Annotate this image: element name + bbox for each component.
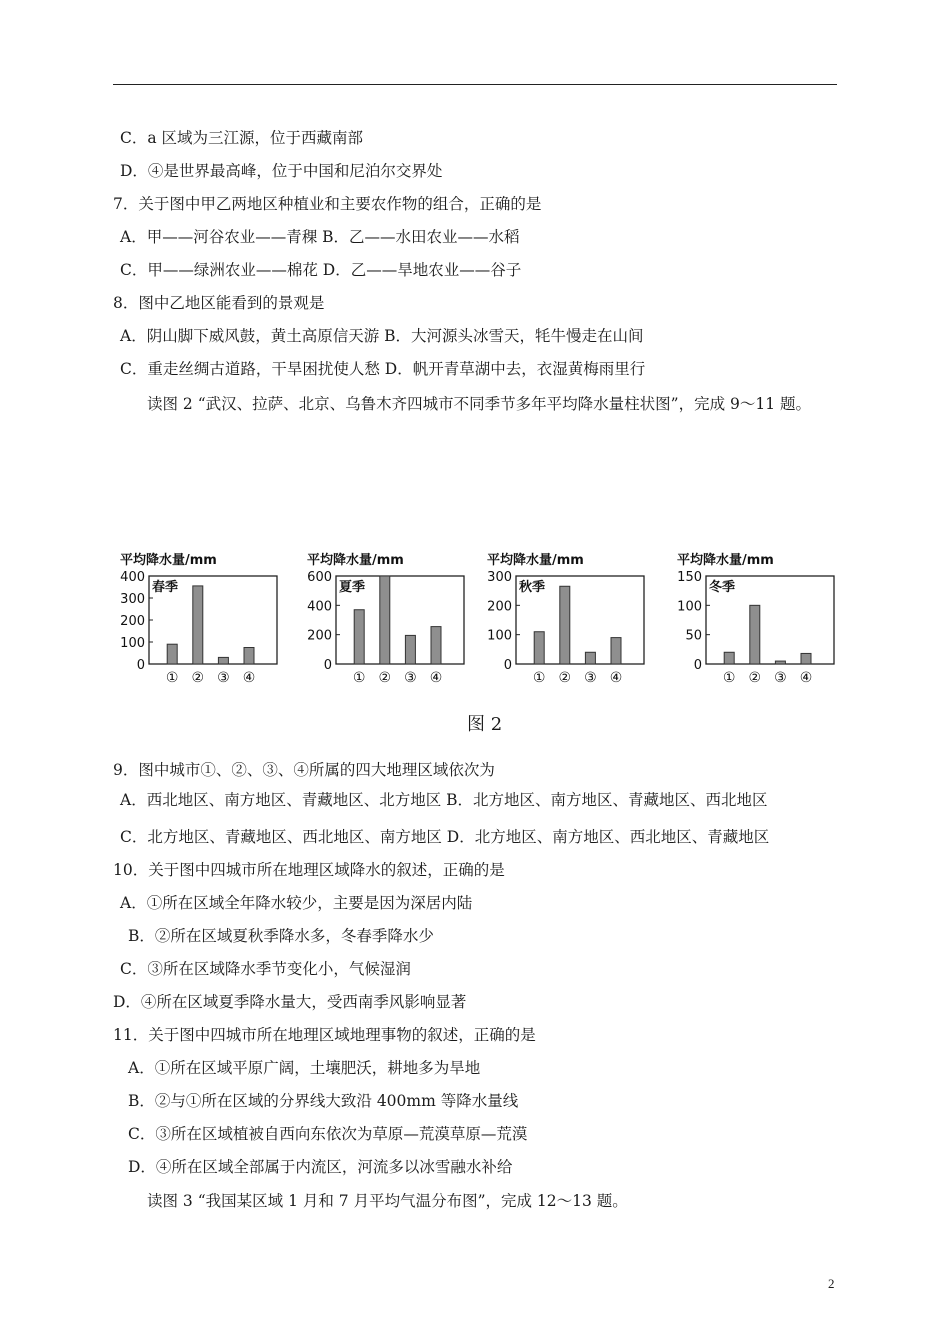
y-tick-label: 100 — [120, 636, 145, 651]
y-tick-label: 300 — [120, 592, 145, 607]
y-tick-label: 50 — [685, 628, 702, 644]
question-8: 8．图中乙地区能看到的景观是 — [113, 294, 325, 312]
bar — [405, 635, 415, 664]
y-tick-label: 0 — [136, 658, 145, 673]
figure-3-intro: 读图 3 “我国某区域 1 月和 7 月平均气温分布图”，完成 12～13 题。 — [147, 1192, 628, 1210]
chart-title: 秋季 — [519, 580, 546, 595]
question-11: 11．关于图中四城市所在地理区域地理事物的叙述，正确的是 — [113, 1026, 536, 1044]
option-11a: A．①所在区域平原广阔，土壤肥沃，耕地多为旱地 — [128, 1059, 481, 1077]
options-8cd: C．重走丝绸古道路，干旱困扰使人愁 D．帆开青草湖中去，衣湿黄梅雨里行 — [120, 360, 646, 378]
y-tick-label: 200 — [487, 599, 512, 615]
bar — [380, 576, 390, 664]
y-tick-label: 150 — [677, 570, 702, 585]
category-label: ④ — [799, 670, 813, 686]
question-9: 9．图中城市①、②、③、④所属的四大地理区域依次为 — [113, 761, 495, 779]
bar — [354, 610, 364, 664]
bar — [724, 652, 734, 664]
bar — [193, 586, 203, 664]
category-label: ④ — [429, 670, 443, 686]
chart-ylabel: 平均降水量/mm — [677, 553, 774, 568]
figure-2-label: 图 2 — [467, 714, 503, 735]
bar — [244, 648, 254, 665]
y-tick-label: 400 — [307, 599, 332, 615]
bar — [585, 652, 595, 664]
bar — [750, 605, 760, 664]
bar — [560, 586, 570, 664]
chart-title: 夏季 — [339, 580, 366, 595]
bar — [431, 627, 441, 664]
y-tick-label: 200 — [307, 628, 332, 644]
chart-ylabel: 平均降水量/mm — [487, 553, 584, 568]
category-label: ② — [748, 670, 762, 686]
category-label: ① — [352, 670, 366, 686]
question-7: 7．关于图中甲乙两地区种植业和主要农作物的组合，正确的是 — [113, 195, 542, 213]
y-tick-label: 100 — [677, 599, 702, 615]
option-6c: C．a 区域为三江源，位于西藏南部 — [120, 129, 364, 147]
y-tick-label: 0 — [503, 658, 512, 673]
bar — [218, 657, 228, 664]
bar — [167, 644, 177, 664]
category-label: ③ — [584, 670, 597, 686]
chart-title: 春季 — [152, 580, 179, 595]
y-tick-label: 600 — [307, 570, 332, 585]
bar — [611, 638, 621, 664]
option-6d: D．④是世界最高峰，位于中国和尼泊尔交界处 — [120, 162, 443, 180]
page-number: 2 — [828, 1276, 835, 1291]
y-tick-label: 0 — [323, 658, 332, 673]
category-label: ③ — [217, 670, 230, 686]
options-8ab: A．阴山脚下威风鼓，黄土高原信天游 B．大河源头冰雪天，牦牛慢走在山间 — [120, 327, 644, 345]
y-tick-label: 0 — [693, 658, 702, 673]
option-11c: C．③所在区域植被自西向东依次为草原—荒漠草原—荒漠 — [128, 1125, 528, 1143]
options-9ab: A．西北地区、南方地区、青藏地区、北方地区 B．北方地区、南方地区、青藏地区、西北地区 — [120, 791, 768, 809]
category-label: ③ — [774, 670, 787, 686]
y-tick-label: 200 — [120, 614, 145, 629]
chart-title: 冬季 — [709, 580, 736, 595]
y-tick-label: 400 — [120, 570, 145, 585]
category-label: ② — [558, 670, 572, 686]
category-label: ① — [532, 670, 546, 686]
option-11d: D．④所在区域全部属于内流区，河流多以冰雪融水补给 — [128, 1158, 513, 1176]
option-10c: C．③所在区域降水季节变化小，气候湿润 — [120, 960, 411, 978]
header-rule — [113, 84, 837, 85]
chart-ylabel: 平均降水量/mm — [120, 553, 217, 568]
bar — [801, 653, 811, 664]
option-10b: B．②所在区域夏秋季降水多，冬春季降水少 — [128, 927, 434, 945]
category-label: ④ — [242, 670, 256, 686]
category-label: ① — [165, 670, 179, 686]
chart-ylabel: 平均降水量/mm — [307, 553, 404, 568]
figure-2-intro: 读图 2 “武汉、拉萨、北京、乌鲁木齐四城市不同季节多年平均降水量柱状图”，完成 9～11 题。 — [147, 395, 812, 413]
options-7cd: C．甲——绿洲农业——棉花 D．乙——旱地农业——谷子 — [120, 261, 522, 279]
option-10d: D．④所在区域夏季降水量大，受西南季风影响显著 — [113, 993, 467, 1011]
question-10: 10．关于图中四城市所在地理区域降水的叙述，正确的是 — [113, 861, 505, 879]
bar — [534, 632, 544, 664]
category-label: ② — [378, 670, 392, 686]
figure-2-charts — [112, 548, 842, 688]
y-tick-label: 300 — [487, 570, 512, 585]
options-9cd: C．北方地区、青藏地区、西北地区、南方地区 D．北方地区、南方地区、西北地区、青藏地区 — [120, 828, 770, 846]
bar — [775, 661, 785, 664]
option-11b: B．②与①所在区域的分界线大致沿 400mm 等降水量线 — [128, 1092, 519, 1110]
category-label: ③ — [404, 670, 417, 686]
y-tick-label: 100 — [487, 628, 512, 644]
category-label: ④ — [609, 670, 623, 686]
category-label: ① — [722, 670, 736, 686]
option-10a: A．①所在区域全年降水较少，主要是因为深居内陆 — [120, 894, 473, 912]
category-label: ② — [191, 670, 205, 686]
options-7ab: A．甲——河谷农业——青稞 B．乙——水田农业——水稻 — [120, 228, 520, 246]
